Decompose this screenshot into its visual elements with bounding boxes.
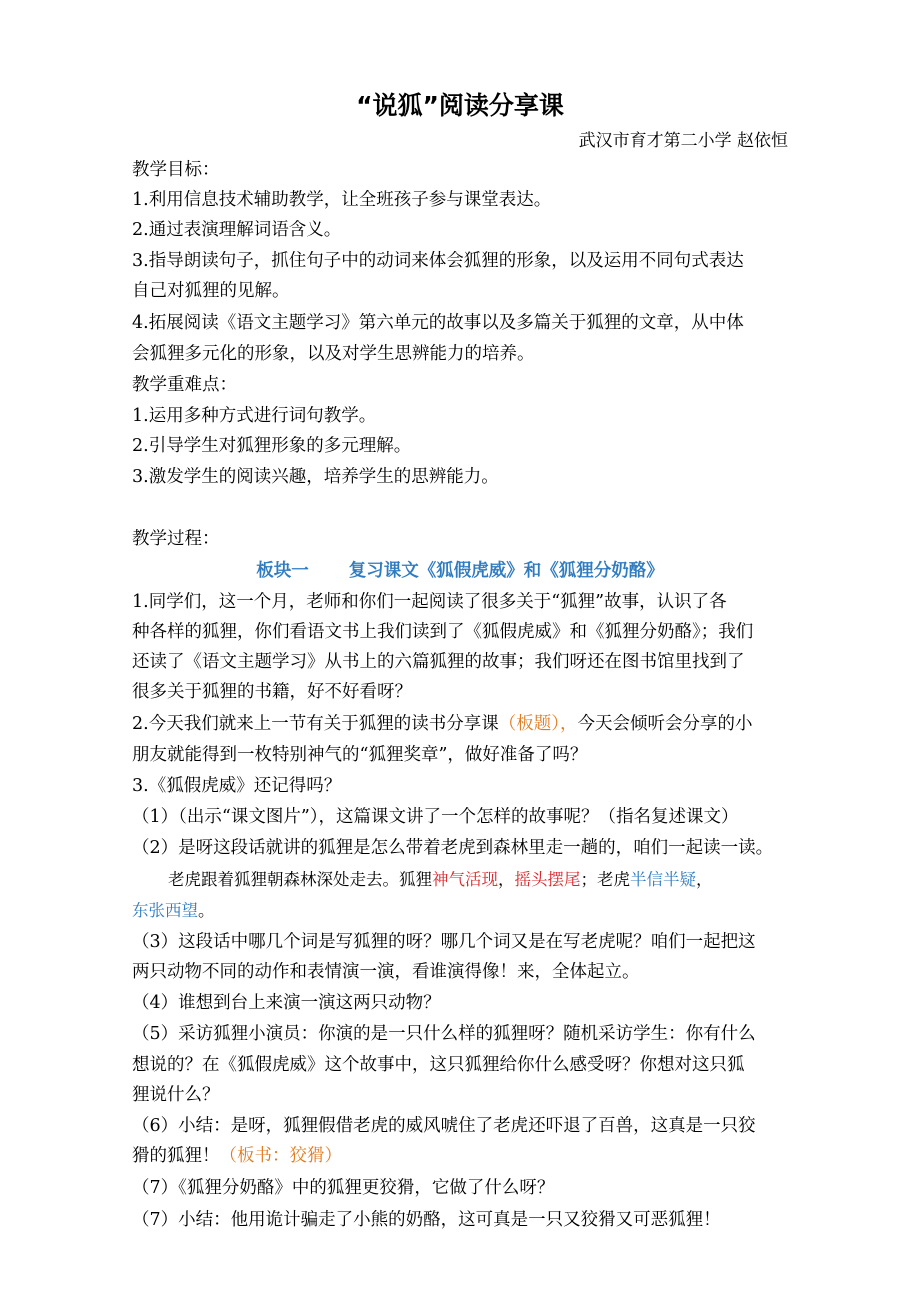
para-1-line-1: 1.同学们，这一个月，老师和你们一起阅读了很多关于“狐狸”故事，认识了各	[132, 592, 727, 612]
para-2-line-2: 朋友就能得到一枚特别神气的“狐狸奖章”，做好准备了吗？	[132, 745, 588, 765]
goal-3-line-1: 3.指导朗读句子，抓住句子中的动词来体会狐狸的形象，以及运用不同句式表达	[132, 251, 744, 271]
author-line: 武汉市育才第二小学 赵依恒	[578, 131, 788, 151]
goal-4-line-2: 会狐狸多元化的形象，以及对学生思辨能力的培养。	[132, 344, 535, 364]
board-note-cunning: （板书：狡猾）	[219, 1146, 342, 1166]
quote-sep-2: ，	[696, 870, 713, 889]
para-1-line-2: 种各样的狐狸，你们看语文书上我们读到了《狐假虎威》和《狐狸分奶酪》；我们	[132, 622, 754, 642]
step-5-line-3: 狸说什么？	[132, 1085, 220, 1105]
goal-2: 2.通过表演理解词语含义。	[132, 220, 342, 240]
para-1-line-4: 很多关于狐狸的书籍，好不好看呀？	[132, 682, 412, 702]
step-2: （2）是呀这段话就讲的狐狸是怎么带着老虎到森林里走一趟的，咱们一起读一读。	[132, 838, 774, 858]
quote-line-1	[168, 865, 713, 895]
block-title: 复习课文《狐假虎威》和《狐狸分奶酪》	[348, 561, 664, 581]
para-2-line-1	[132, 709, 752, 739]
quote-text: 老虎跟着狐狸朝森林深处走去。狐狸	[168, 870, 432, 889]
goal-4-line-1: 4.拓展阅读《语文主题学习》第六单元的故事以及多篇关于狐狸的文章，从中体	[132, 313, 744, 333]
goals-heading: 教学目标：	[132, 160, 220, 180]
block-label: 板块一	[256, 561, 309, 581]
step-7-summary: （7）小结：他用诡计骗走了小熊的奶酪，这可真是一只又狡猾又可恶狐狸！	[132, 1210, 721, 1230]
para-3: 3.《狐假虎威》还记得吗？	[132, 776, 342, 796]
step-6-text: 猾的狐狸！	[132, 1146, 220, 1166]
step-5-line-2: 想说的？在《狐假虎威》这个故事中，这只狐狸给你什么感受呀？你想对这只狐	[132, 1055, 745, 1075]
tiger-word-1: 半信半疑	[630, 870, 696, 889]
tiger-word-2: 东张西望	[132, 901, 198, 920]
fox-word-1: 神气活现	[432, 870, 498, 889]
step-3-line-2: 两只动物不同的动作和表情演一演，看谁演得像！来，全体起立。	[132, 962, 640, 982]
page-title: “说狐”阅读分享课	[356, 91, 564, 120]
step-7: （7）《狐狸分奶酪》中的狐狸更狡猾，它做了什么呀？	[132, 1178, 555, 1198]
section-heading-block-1	[0, 556, 920, 586]
keypoint-2: 2.引导学生对狐狸形象的多元理解。	[132, 436, 412, 456]
fox-word-2: 摇头摆尾	[514, 870, 581, 889]
para-1-line-3: 还读了《语文主题学习》从书上的六篇狐狸的故事；我们呀还在图书馆里找到了	[132, 652, 745, 672]
step-6-line-1: （6）小结：是呀，狐狸假借老虎的威风唬住了老虎还吓退了百兽，这真是一只狡	[132, 1116, 756, 1136]
step-3-line-1: （3）这段话中哪几个词是写狐狸的呀？哪几个词又是在写老虎呢？咱们一起把这	[132, 932, 756, 952]
para-2-text: 2.今天我们就来上一节有关于狐狸的读书分享课	[132, 714, 499, 734]
goal-1: 1.利用信息技术辅助教学，让全班孩子参与课堂表达。	[132, 190, 552, 210]
quote-sep-1: ，	[498, 870, 515, 889]
board-note-title: （板题），	[498, 714, 578, 734]
keypoints-heading: 教学重难点：	[132, 375, 237, 395]
step-5-line-1: （5）采访狐狸小演员：你演的是一只什么样的狐狸呀？随机采访学生：你有什么	[132, 1024, 756, 1044]
para-2-text-cont: 今天会倾听会分享的小	[577, 714, 753, 734]
step-1: （1）（出示“课文图片”），这篇课文讲了一个怎样的故事呢？（指名复述课文）	[132, 807, 739, 827]
quote-line-2	[132, 896, 215, 926]
quote-mid: ；老虎	[580, 870, 630, 889]
quote-end: 。	[198, 901, 215, 920]
keypoint-1: 1.运用多种方式进行词句教学。	[132, 406, 377, 426]
step-4: （4）谁想到台上来演一演这两只动物？	[132, 993, 441, 1013]
process-heading: 教学过程：	[132, 529, 220, 549]
keypoint-3: 3.激发学生的阅读兴趣，培养学生的思辨能力。	[132, 467, 499, 487]
step-6-line-2	[132, 1141, 342, 1171]
goal-3-line-2: 自己对狐狸的见解。	[132, 281, 290, 301]
